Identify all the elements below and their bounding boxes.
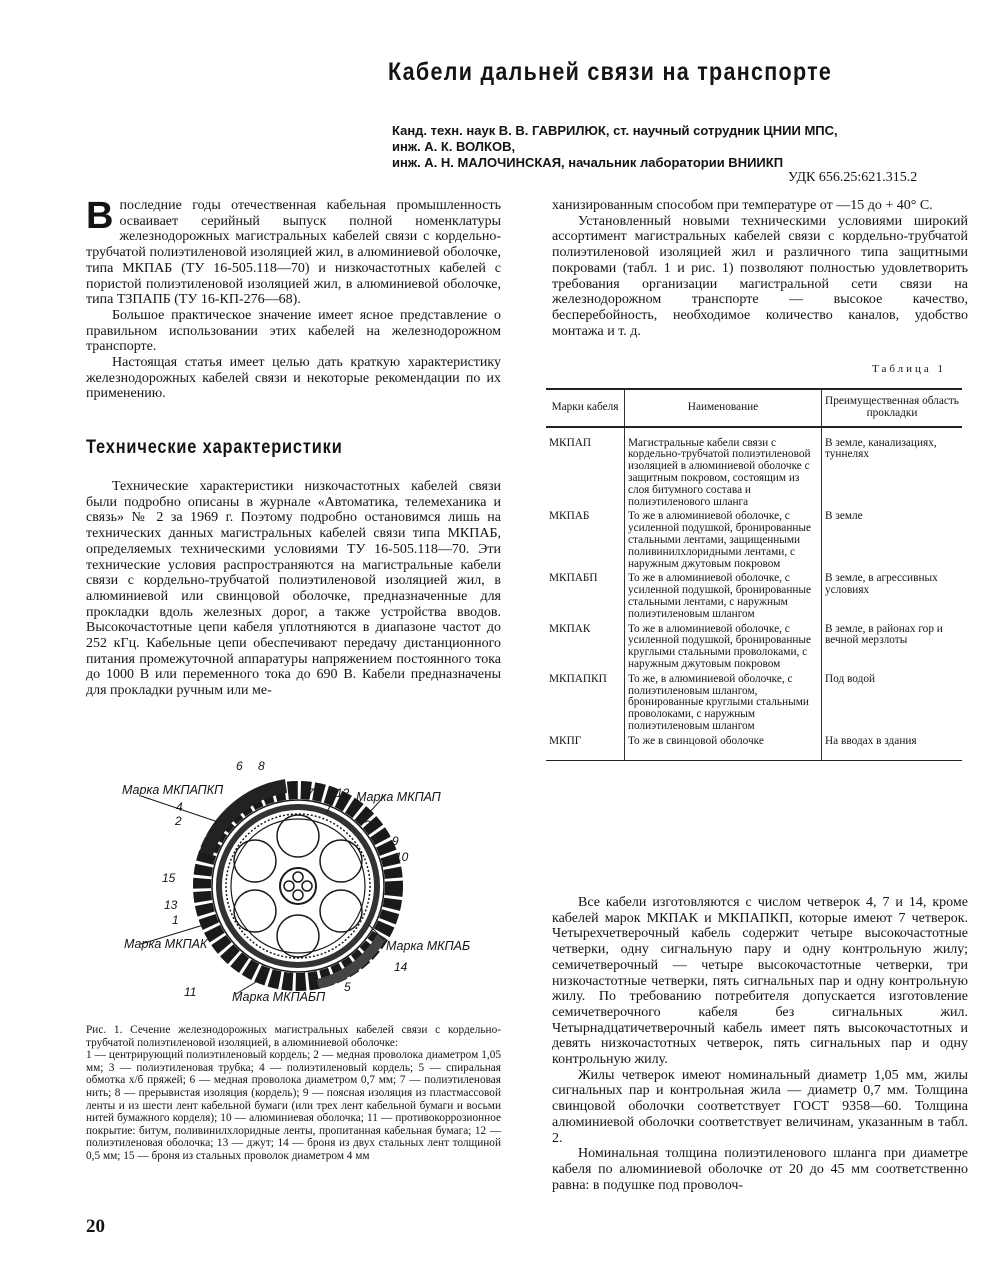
wire (293, 890, 303, 900)
table-cell: В земле (822, 511, 963, 573)
quad-tube (320, 840, 362, 882)
label-mkpapkp: Марка МКПАПКП (122, 783, 224, 797)
table-cell: То же в свинцовой оболочке (625, 736, 822, 760)
figure-number: 7 (307, 786, 314, 800)
table-cell: То же в алюминиевой оболочке, с усиленной подушкой, бронированные круглыми стальными проволоками, с наружным джутовым покровом (625, 624, 822, 674)
figure-number: 14 (394, 960, 408, 974)
table-cell: В земле, в районах гор и вечной мерзлоты (822, 624, 963, 674)
figure-number: 9 (392, 834, 399, 848)
figure-number: 8 (258, 759, 265, 773)
figure-number: 1 (172, 913, 179, 927)
table-row (546, 736, 962, 760)
table-cell: Магистральные кабели связи с кордельно-трубчатой полиэтиленовой изоляцией в алюминиевой оболочке с защитным покровом, состоящим из слоя битумного состава и полиэтиленового шланга (625, 427, 822, 512)
center-quad (280, 868, 316, 904)
figure-number: 11 (184, 985, 197, 999)
table-cell: То же в алюминиевой оболочке, с усиленной подушкой, бронированные стальными лентами, защищенными поливинилхлоридными лентами, с наружным джутовым покровом (625, 511, 822, 573)
body-paragraph: Все кабели изготовляются с числом четверок 4, 7 и 14, кроме кабелей марок МКПАК и МКПАПКП, которые имеют 7 четверок. Четырехчетверочный кабель содержит четыре высокочастотные четверки, одну сигнальную пару и одну контрольную жилу; семичетверочный — четыре высокочастотные четверки, три низкочастотные четверки, пять сигнальных пар и одну контрольную жилу. По требованию потребителя допускается изготовление семичетверочного кабеля без сигнальных жил. Четырнадцатичетверочный кабель имеет пять высокочастотных и девять низкочастотных четверок, пять сигнальных пар и одну контрольную жилу. (552, 895, 968, 1068)
tech-text (86, 479, 501, 699)
author-line: инж. А. Н. МАЛОЧИНСКАЯ, начальник лаборатории ВНИИКП (392, 155, 784, 170)
section-heading: Технические характеристики (86, 437, 343, 458)
right-bottom-text (552, 895, 968, 1193)
udk-code: УДК 656.25:621.315.2 (788, 170, 918, 185)
body-paragraph: Номинальная толщина полиэтиленового шланга при диаметре кабеля по алюминиевой оболочке от 20 до 45 мм соответственно равна: в подушке под проволоч- (552, 1146, 968, 1193)
table-cell: МКПГ (546, 736, 625, 760)
table-cell: В земле, в агрессивных условиях (822, 573, 963, 623)
quad-tube (277, 815, 319, 857)
table-cell: МКПАПКП (549, 672, 607, 685)
table-cell: На вводах в здания (822, 736, 963, 760)
figure-number: 15 (162, 871, 176, 885)
wire (293, 872, 303, 882)
table-cell: То же, в алюминиевой оболочке, с полиэтиленовым шлангом, бронированные круглыми стальными проволоками, с наружным полиэтиленовым шлангом (625, 674, 822, 736)
table-row (546, 511, 962, 573)
figure-number: 3 (364, 818, 371, 832)
figure-number: 2 (175, 814, 182, 828)
figure-number: 4 (176, 800, 183, 814)
table-header-cell: Наименование (625, 389, 822, 427)
body-paragraph: Жилы четверок имеют номинальный диаметр 1,05 мм, жилы сигнальных пар и контрольная жила — диаметр 0,7 мм. Толщина свинцовой оболочки соответствует ГОСТ 9358—60. Толщина алюминиевой оболочки соответствует величинам, указанным в табл. 2. (552, 1067, 968, 1146)
wire (302, 881, 312, 891)
table-header-cell: Преимущественная область прокладки (822, 389, 963, 427)
label-mkpab: Марка МКПАБ (386, 939, 471, 953)
inner-ring (231, 819, 365, 953)
figure-number: 12 (336, 786, 350, 800)
cable-types-table (546, 388, 962, 761)
author-line: инж. А. К. ВОЛКОВ, (392, 139, 516, 154)
table-cell: Под водой (822, 674, 963, 736)
author-list (392, 123, 972, 171)
intro-paragraph: Настоящая статья имеет целью дать краткую характеристику железнодорожных кабелей связи и некоторые рекомендации по их применению. (86, 355, 501, 402)
table-cell: В земле, канализациях, туннелях (822, 427, 963, 512)
figure-caption (86, 1024, 501, 1163)
table-cell: МКПАБ (549, 510, 590, 523)
label-mkpap: Марка МКПАП (356, 790, 441, 804)
figure-caption-title: Рис. 1. Сечение железнодорожных магистральных кабелей связи с кордельно-трубчатой полиэтиленовой изоляцией, в алюминиевой оболочке: (86, 1024, 501, 1049)
sheath-ring (212, 800, 384, 972)
figure-caption-legend: 1 — центрирующий полиэтиленовый кордель; 2 — медная проволока диаметром 1,05 мм; 3 — полиэтиленовая трубка; 4 — полиэтиленовый кордель; 5 — спиральная обмотка х/б пряжей; 6 — медная проволока диаметром 0,7 мм; 7 — полиэтиленовая нить; 8 — прерывистая изоляция (кордель); 9 — поясная изоляция из пластмассовой ленты и из шести лент кабельной бумаги (или трех лент кабельной бумаги и восьми нитей бумажного корделя); 10 — алюминиевая оболочка; 11 — противокоррозионное покрытие: битум, поливинилхлоридные ленты, пропитанная кабельная бумага; 12 — полиэтиленовая оболочка; 13 — джут; 14 — броня из двух стальных лент толщиной 0,5 мм; 15 — броня из стальных проволок диаметром 4 мм (86, 1049, 501, 1162)
table-row (546, 573, 962, 623)
figure-number: 10 (395, 850, 409, 864)
table-row (546, 674, 962, 736)
body-paragraph: Технические характеристики низкочастотных кабелей связи были подробно описаны в журнале «Автоматика, телемеханика и связь» № 2 за 1969 г. Поэтому подробно остановимся лишь на технических данных магистральных кабелей связи типа МКПАБ, определяемых техническими условиями ТУ 16-505.118—70. Эти технические условия распространяются на магистральные кабели связи с кордельно-трубчатой полиэтиленовой изоляцией жил, в алюминиевой или свинцовой оболочке, предназначенные для прокладки вдоль железных дорог, а также устройства вводов. Высокочастотные цепи кабеля уплотняются в диапазоне частот до 252 кГц. Кабельные цепи обеспечивают передачу дистанционного питания промежуточной аппаратуры напряжением постоянного тока до 1000 В или переменного тока до 690 В. Кабели предназначены для прокладки ручным или ме- (86, 479, 501, 699)
figure-number: 5 (344, 980, 351, 994)
quad-tube (277, 915, 319, 957)
table-caption: Таблица 1 (872, 363, 947, 375)
aluminum-sheath (219, 807, 377, 965)
body-paragraph: ханизированным способом при температуре от —15 до + 40° С. (552, 198, 933, 213)
belt-insulation (226, 814, 370, 958)
label-mkpak: Марка МКПАК (124, 937, 208, 951)
right-top-text (552, 198, 968, 339)
wire (284, 881, 294, 891)
article-title: Кабели дальней связи на транспорте (388, 58, 833, 86)
intro-paragraph: Большое практическое значение имеет ясное представление о правильном использовании этих кабелей на железнодорожном транспорте. (86, 307, 501, 355)
figure-number: 13 (164, 898, 178, 912)
body-paragraph: Установленный новыми техническими условиями широкий ассортимент магистральных кабелей связи с кордельно-трубчатой полиэтиленовой изоляцией жил и различного типа защитными покровами (табл. 1 и рис. 1) позволяют полностью удовлетворить требования организации магистральной сети связи на железнодорожном транспорте — высокое качество, бесперебойность, необходимое количество каналов, удобство монтажа и т. д. (552, 213, 968, 339)
table-header-cell: Марки кабеля (546, 389, 625, 427)
quad-tube (320, 890, 362, 932)
quad-tube (234, 840, 276, 882)
intro-paragraph: последние годы отечественная кабельная промышленность осваивает серийный выпуск полной номенклатуры железнодорожных магистральных кабелей связи с кордельно-трубчатой полиэтиленовой изоляцией жил, в алюминиевой оболочке, типа МКПАБ (ТУ 16-505.118—70) и низкочастотных кабелей с пористой полиэтиленовой изоляцией жил, в алюминиевой оболочке, типа ТЗПАПБ (ТУ 16-КП-276—68). (86, 198, 501, 308)
table-cell: МКПАК (549, 622, 591, 635)
table-cell: МКПАБП (549, 572, 598, 585)
table-header-row (546, 389, 962, 427)
page-number: 20 (86, 1216, 105, 1237)
table-row (546, 624, 962, 674)
table-cell: МКПАП (549, 436, 592, 449)
table-cell: То же в алюминиевой оболочке, с усиленной подушкой, бронированные стальными лентами, с наружным полиэтиленовым шлангом (625, 573, 822, 623)
quad-tube (234, 890, 276, 932)
label-mkpabp: Марка МКПАБП (232, 990, 326, 1004)
intro-text (86, 195, 501, 402)
cable-cross-section-figure (86, 744, 501, 1014)
table-row (546, 427, 962, 512)
drop-cap: В (86, 195, 114, 237)
author-line: Канд. техн. наук В. В. ГАВРИЛЮК, ст. научный сотрудник ЦНИИ МПС, (392, 123, 838, 138)
figure-number: 6 (236, 759, 243, 773)
